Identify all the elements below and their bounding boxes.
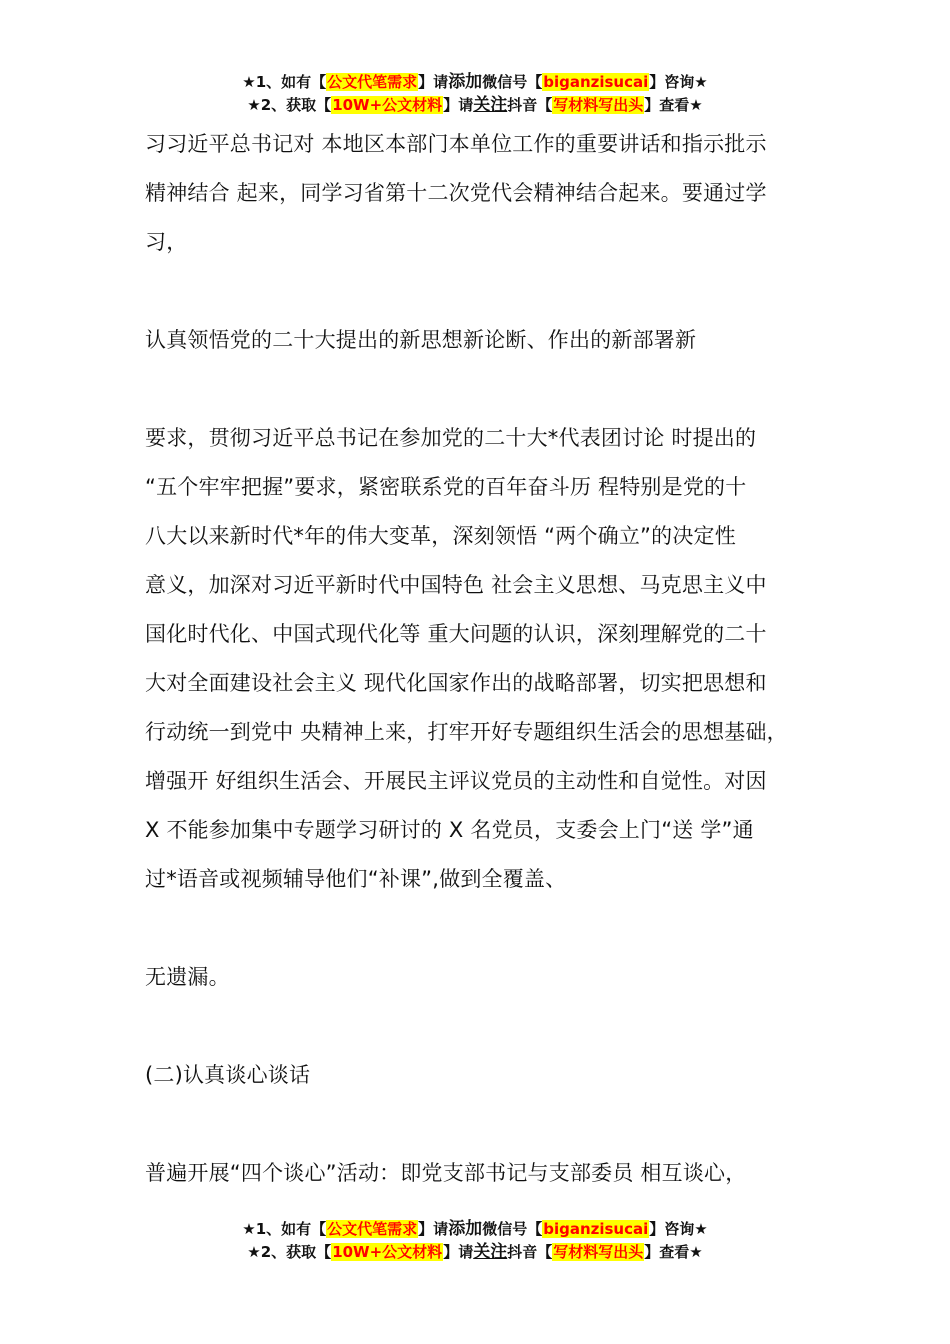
banner-text: ★2、获取【 [247,1243,332,1261]
paragraph-line: 无遗漏。 [145,965,230,989]
paragraph-line: 行动统一到党中 央精神上来，打牢开好专题组织生活会的思想基础， [145,720,788,744]
paragraph-line: 意义，加深对习近平新时代中国特色 社会主义思想、马克思主义中 [145,573,767,597]
highlight-service: 公文代笔需求 [327,1220,418,1238]
highlight-douyin: 写材料写出头 [553,96,644,114]
banner-text: ★1、如有【 [242,1220,327,1238]
paragraph-line: 习， [145,230,188,254]
highlight-wechat-id: biganzisucai [543,73,649,91]
banner-text: 】咨询★ [649,1220,708,1238]
highlight-wechat-id: biganzisucai [543,1220,649,1238]
highlight-materials: 10W+公文材料 [332,96,443,114]
banner-emphasis: 关注 [473,1242,508,1262]
highlight-douyin: 写材料写出头 [553,1243,644,1261]
banner-line-2 [0,1241,950,1264]
paragraph-line: 习习近平总书记对 本地区本部门本单位工作的重要讲话和指示批示 [145,132,767,156]
banner-text: 】请 [418,73,449,91]
banner-text: ★1、如有【 [242,73,327,91]
paragraph-line: 国化时代化、中国式现代化等 重大问题的认识，深刻理解党的二十 [145,622,767,646]
banner-text: 】查看★ [644,1243,703,1261]
banner-text: ★2、获取【 [247,96,332,114]
paragraph-line: “五个牢牢把握”要求，紧密联系党的百年奋斗历 程特别是党的十 [145,475,747,499]
paragraph-line: 精神结合 起来，同学习省第十二次党代会精神结合起来。要通过学 [145,181,767,205]
banner-text: 】请 [418,1220,449,1238]
banner-text: 】请 [443,1243,474,1261]
document-body [145,120,845,1198]
banner-text: 】查看★ [644,96,703,114]
highlight-materials: 10W+公文材料 [332,1243,443,1261]
banner-text: 】咨询★ [649,73,708,91]
banner-text: 微信号【 [482,73,543,91]
banner-line-1 [0,1218,950,1241]
banner-line-1 [0,71,950,94]
banner-text: 微信号【 [482,1220,543,1238]
banner-text: 】请 [443,96,474,114]
top-banner [0,71,950,117]
banner-text: 抖音【 [507,96,553,114]
paragraph-line: 要求，贯彻习近平总书记在参加党的二十大*代表团讨论 时提出的 [145,426,757,450]
paragraph-line: 八大以来新时代*年的伟大变革，深刻领悟 “两个确立”的决定性 [145,524,736,548]
paragraph-line: 增强开 好组织生活会、开展民主评议党员的主动性和自觉性。对因 [145,769,767,793]
paragraph-line: X 不能参加集中专题学习研讨的 X 名党员，支委会上门“送 学”通 [145,818,754,842]
banner-text: 抖音【 [507,1243,553,1261]
paragraph-line: 普遍开展“四个谈心”活动：即党支部书记与支部委员 相互谈心， [145,1161,747,1185]
section-heading: (二)认真谈心谈话 [145,1063,311,1087]
paragraph-line: 过*语音或视频辅导他们“补课”,做到全覆盖、 [145,867,567,891]
paragraph-line: 认真领悟党的二十大提出的新思想新论断、作出的新部署新 [145,328,697,352]
banner-line-2 [0,94,950,117]
banner-emphasis: 关注 [473,95,508,115]
highlight-service: 公文代笔需求 [327,73,418,91]
banner-emphasis: 添加 [448,72,483,92]
bottom-banner [0,1218,950,1264]
paragraph-line: 大对全面建设社会主义 现代化国家作出的战略部署，切实把思想和 [145,671,767,695]
banner-emphasis: 添加 [448,1219,483,1239]
